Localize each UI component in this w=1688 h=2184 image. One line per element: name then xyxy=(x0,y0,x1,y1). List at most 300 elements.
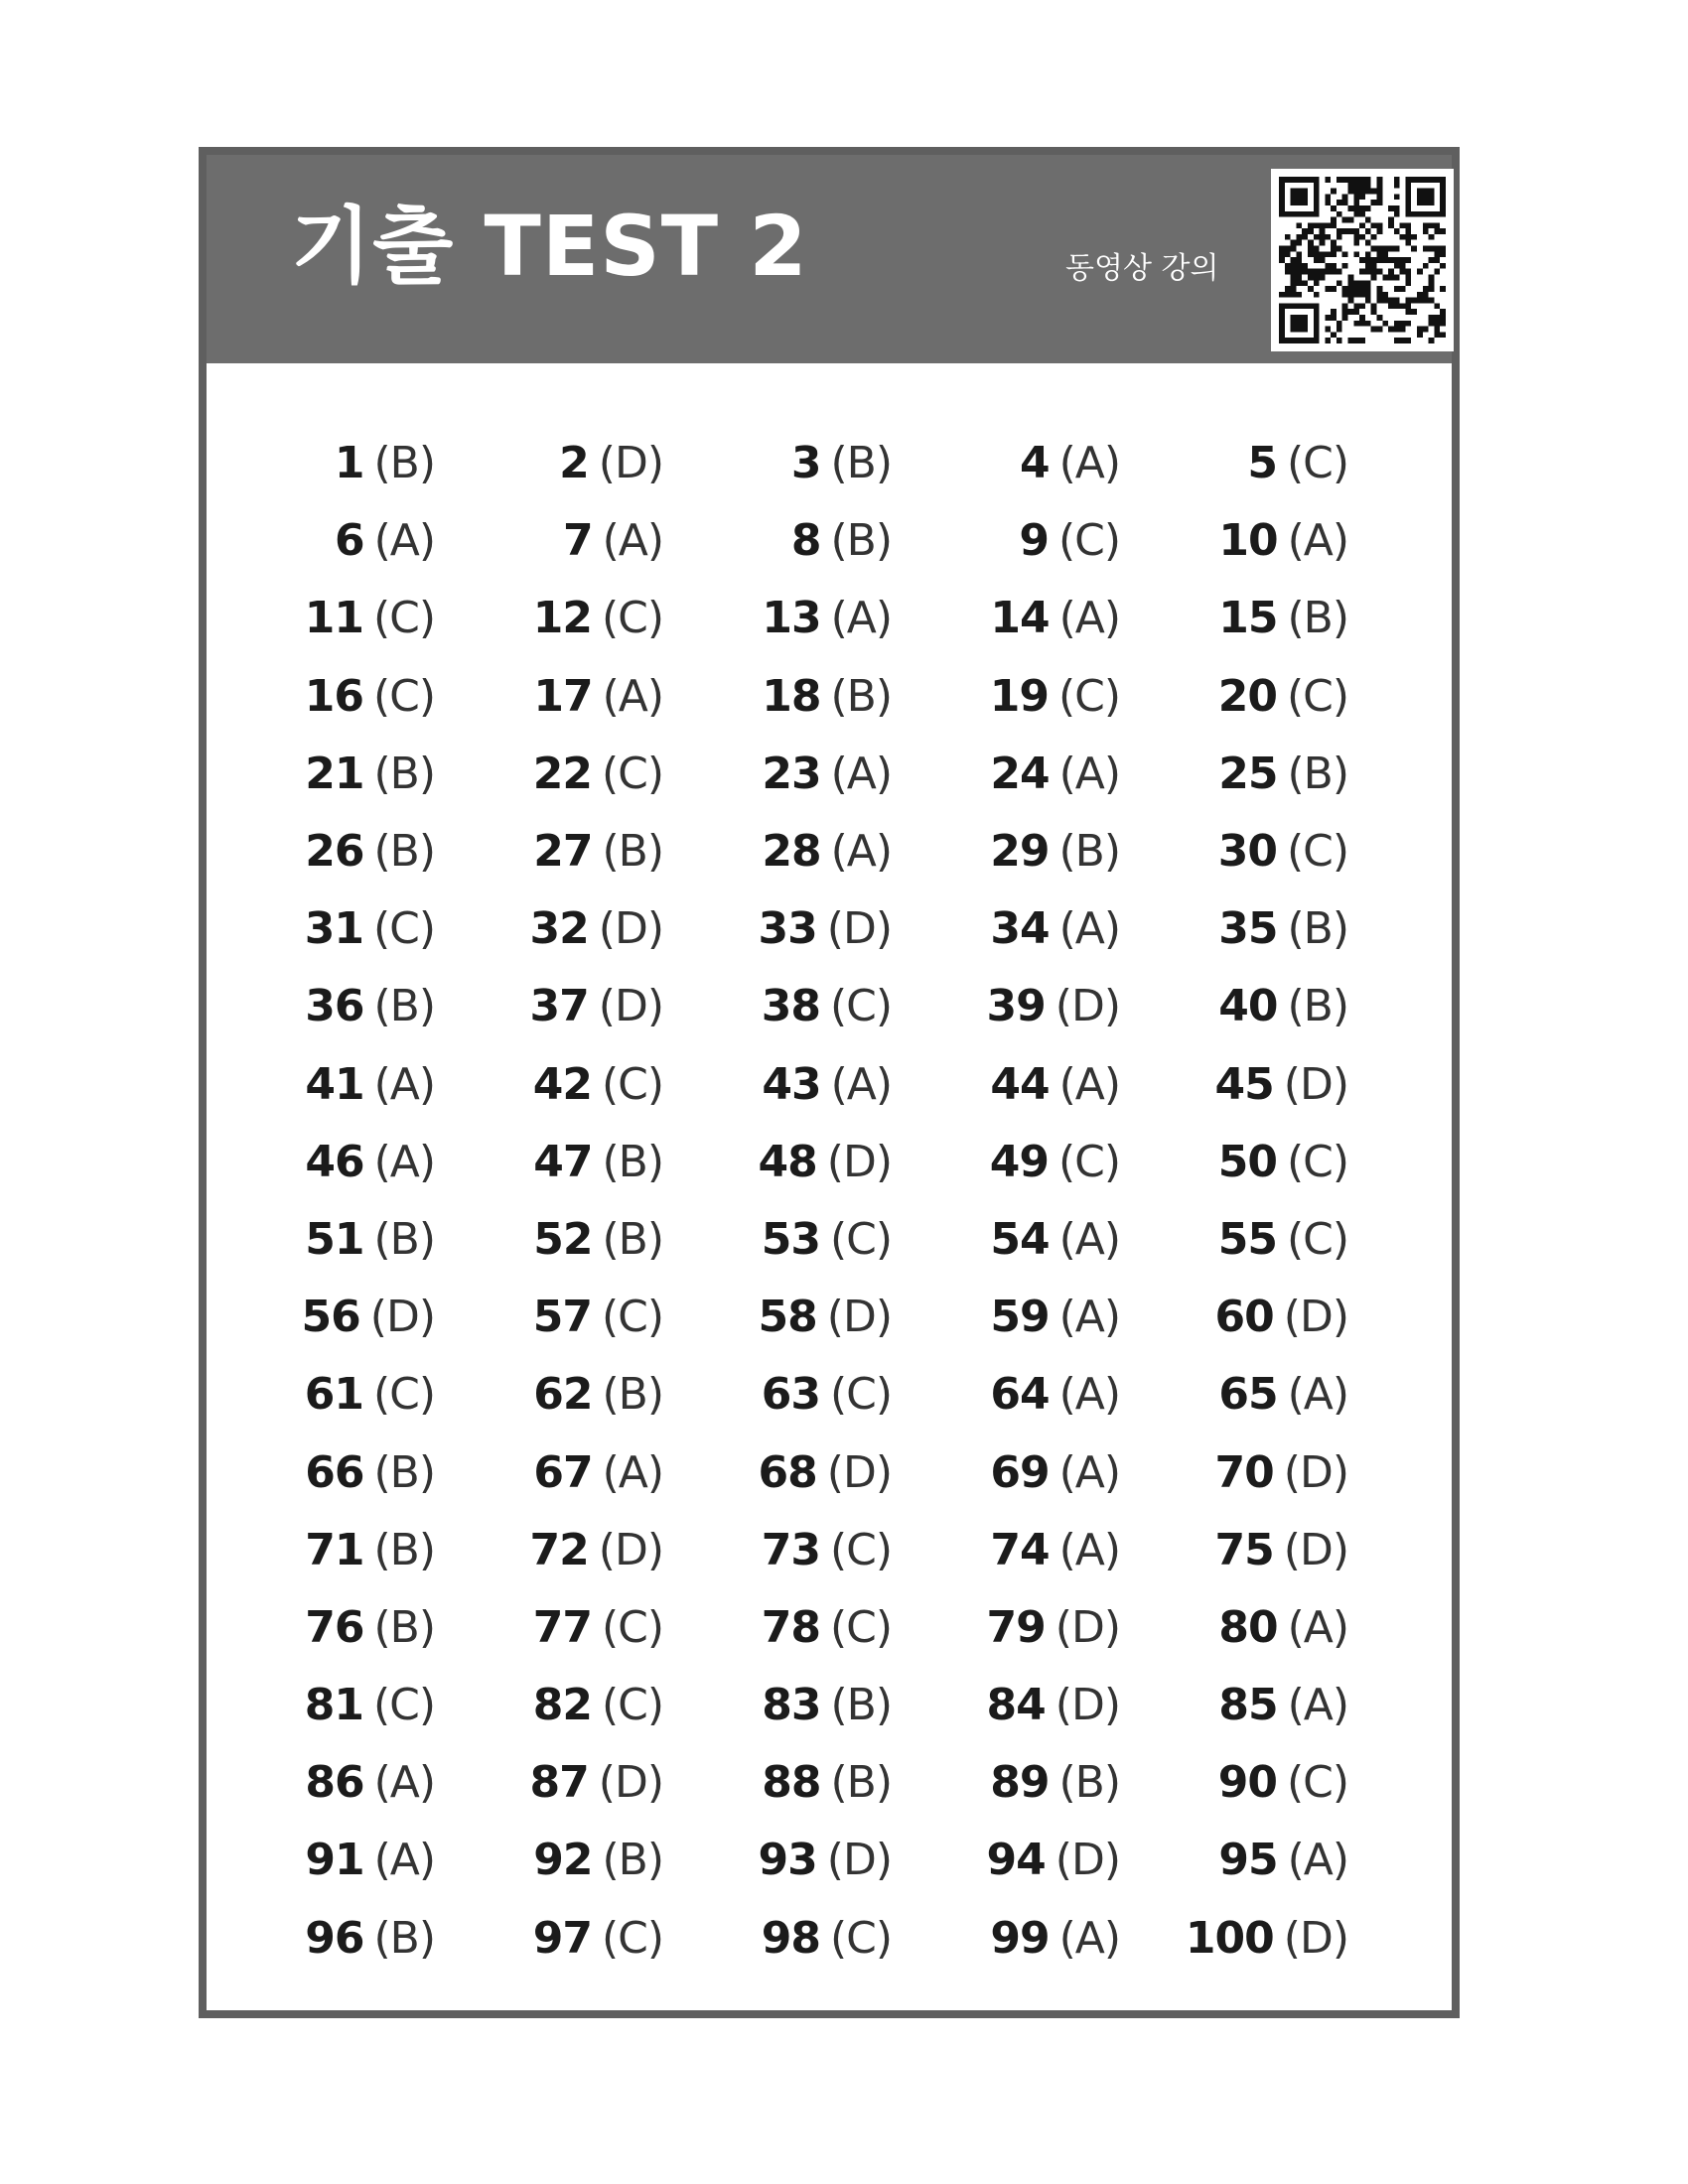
question-number: 31 xyxy=(304,903,363,955)
answer-choice: (C) xyxy=(1286,438,1348,489)
answer-choice: (A) xyxy=(1287,1601,1348,1653)
answer-choice: (C) xyxy=(372,903,435,955)
question-number: 100 xyxy=(1185,1912,1274,1964)
answer-item xyxy=(494,1900,723,1978)
answer-choice: (C) xyxy=(1286,1213,1348,1265)
answer-choice: (A) xyxy=(373,1058,435,1110)
answer-choice: (C) xyxy=(601,1058,663,1110)
answer-choice: (C) xyxy=(601,1601,663,1653)
answer-choice: (C) xyxy=(829,1369,892,1421)
question-number: 15 xyxy=(1218,593,1278,644)
answer-choice: (B) xyxy=(1287,981,1348,1032)
answer-choice: (C) xyxy=(829,1524,892,1575)
answer-item xyxy=(951,1356,1180,1433)
question-number: 17 xyxy=(533,670,593,722)
answer-choice: (C) xyxy=(372,1369,435,1421)
answer-item xyxy=(951,1744,1180,1822)
question-number: 42 xyxy=(532,1058,592,1110)
question-number: 87 xyxy=(529,1757,589,1809)
question-number: 63 xyxy=(761,1369,820,1421)
question-number: 66 xyxy=(305,1446,364,1498)
answer-item xyxy=(723,1433,951,1511)
answer-choice: (C) xyxy=(1057,1136,1120,1187)
answer-choice: (D) xyxy=(826,1136,892,1187)
question-number: 91 xyxy=(305,1835,364,1886)
question-number: 10 xyxy=(1218,515,1278,567)
answer-item xyxy=(494,658,723,736)
answer-choice: (D) xyxy=(1055,1680,1120,1731)
answer-choice: (A) xyxy=(602,1446,663,1498)
answer-choice: (A) xyxy=(1058,1369,1120,1421)
answer-item xyxy=(494,736,723,813)
answer-item xyxy=(266,1667,494,1744)
question-number: 93 xyxy=(758,1835,817,1886)
answer-choice: (D) xyxy=(598,903,663,955)
answer-choice: (B) xyxy=(373,748,435,799)
answer-choice: (A) xyxy=(1058,438,1120,489)
answer-item xyxy=(723,1046,951,1124)
answer-choice: (A) xyxy=(1287,1680,1348,1731)
question-number: 67 xyxy=(533,1446,593,1498)
answer-choice: (B) xyxy=(830,1680,892,1731)
video-lecture-label: 동영상 강의 xyxy=(1065,251,1219,286)
answer-choice: (D) xyxy=(1055,1835,1120,1886)
question-number: 58 xyxy=(758,1292,817,1343)
question-number: 18 xyxy=(762,670,821,722)
answer-item xyxy=(723,1512,951,1589)
question-number: 43 xyxy=(762,1058,821,1110)
answer-item xyxy=(1180,1433,1408,1511)
answer-item xyxy=(266,890,494,968)
answer-choice: (A) xyxy=(1058,748,1120,799)
answer-choice: (D) xyxy=(1055,981,1120,1032)
answer-item xyxy=(494,580,723,657)
question-number: 70 xyxy=(1214,1446,1274,1498)
question-number: 76 xyxy=(305,1601,364,1653)
question-number: 39 xyxy=(986,981,1046,1032)
question-number: 5 xyxy=(1247,438,1277,489)
answer-item xyxy=(723,736,951,813)
answer-item xyxy=(1180,1201,1408,1279)
answer-choice: (C) xyxy=(601,748,663,799)
answer-item xyxy=(951,1822,1180,1899)
answer-choice: (A) xyxy=(830,1058,892,1110)
question-number: 38 xyxy=(761,981,820,1032)
answer-choice: (B) xyxy=(1058,826,1120,878)
answer-item xyxy=(266,658,494,736)
question-number: 96 xyxy=(305,1912,364,1964)
question-number: 62 xyxy=(533,1369,593,1421)
answer-choice: (A) xyxy=(1058,1213,1120,1265)
answer-item xyxy=(266,502,494,580)
answer-item xyxy=(1180,1512,1408,1589)
question-number: 94 xyxy=(986,1835,1046,1886)
question-number: 84 xyxy=(986,1680,1046,1731)
answer-item xyxy=(494,425,723,502)
answer-choice: (D) xyxy=(369,1292,435,1343)
answer-choice: (A) xyxy=(1058,1524,1120,1575)
question-number: 61 xyxy=(304,1369,363,1421)
answer-item xyxy=(1180,1822,1408,1899)
answer-item xyxy=(723,1900,951,1978)
answer-item xyxy=(494,1512,723,1589)
answer-item xyxy=(1180,736,1408,813)
question-number: 2 xyxy=(559,438,589,489)
question-number: 71 xyxy=(305,1524,364,1575)
answer-item xyxy=(723,425,951,502)
answer-item xyxy=(951,1124,1180,1201)
answer-item xyxy=(951,658,1180,736)
answer-choice: (B) xyxy=(373,438,435,489)
answer-choice: (A) xyxy=(1058,1912,1120,1964)
answer-choice: (A) xyxy=(1058,903,1120,955)
question-number: 69 xyxy=(990,1446,1050,1498)
question-number: 98 xyxy=(761,1912,820,1964)
answer-choice: (B) xyxy=(373,1601,435,1653)
question-number: 19 xyxy=(989,670,1049,722)
answer-item xyxy=(1180,890,1408,968)
answer-choice: (D) xyxy=(826,903,892,955)
answer-item xyxy=(266,1356,494,1433)
answer-key-header xyxy=(207,155,1452,363)
question-number: 79 xyxy=(986,1601,1046,1653)
answer-choice: (A) xyxy=(1287,515,1348,567)
answer-choice: (B) xyxy=(373,1446,435,1498)
answer-choice: (B) xyxy=(602,1369,663,1421)
answer-choice: (C) xyxy=(1286,1136,1348,1187)
answer-item xyxy=(1180,658,1408,736)
answer-item xyxy=(723,813,951,890)
answer-item xyxy=(951,502,1180,580)
answer-choice: (D) xyxy=(1055,1601,1120,1653)
answer-item xyxy=(1180,580,1408,657)
answer-choice: (B) xyxy=(373,826,435,878)
answer-choice: (B) xyxy=(1287,903,1348,955)
question-number: 44 xyxy=(990,1058,1050,1110)
question-number: 35 xyxy=(1218,903,1278,955)
answer-item xyxy=(723,1356,951,1433)
question-number: 34 xyxy=(990,903,1050,955)
answer-item xyxy=(951,1900,1180,1978)
question-number: 46 xyxy=(305,1136,364,1187)
question-number: 50 xyxy=(1217,1136,1277,1187)
question-number: 26 xyxy=(305,826,364,878)
question-number: 20 xyxy=(1217,670,1277,722)
answer-item xyxy=(723,1744,951,1822)
answer-choice: (B) xyxy=(1287,748,1348,799)
question-number: 81 xyxy=(304,1680,363,1731)
answer-item xyxy=(266,580,494,657)
answer-choice: (C) xyxy=(601,1292,663,1343)
question-number: 49 xyxy=(989,1136,1049,1187)
answer-item xyxy=(1180,968,1408,1045)
question-number: 88 xyxy=(762,1757,821,1809)
answer-choice: (B) xyxy=(1287,593,1348,644)
question-number: 65 xyxy=(1218,1369,1278,1421)
answer-choice: (A) xyxy=(373,515,435,567)
answer-item xyxy=(266,736,494,813)
answer-choice: (D) xyxy=(598,981,663,1032)
answer-item xyxy=(1180,1744,1408,1822)
answer-item xyxy=(951,1589,1180,1667)
question-number: 89 xyxy=(990,1757,1050,1809)
answer-choice: (C) xyxy=(1057,670,1120,722)
answer-choice: (C) xyxy=(1286,826,1348,878)
answer-item xyxy=(1180,1356,1408,1433)
question-number: 25 xyxy=(1218,748,1278,799)
answer-choice: (D) xyxy=(826,1835,892,1886)
answer-choice: (C) xyxy=(829,1601,892,1653)
question-number: 30 xyxy=(1217,826,1277,878)
question-number: 53 xyxy=(761,1213,820,1265)
answer-choice: (C) xyxy=(372,593,435,644)
answer-item xyxy=(723,1589,951,1667)
answer-choice: (C) xyxy=(601,1912,663,1964)
answer-choice: (C) xyxy=(601,1680,663,1731)
answer-choice: (A) xyxy=(830,748,892,799)
question-number: 97 xyxy=(532,1912,592,1964)
question-number: 86 xyxy=(305,1757,364,1809)
answer-choice: (A) xyxy=(1287,1835,1348,1886)
answer-item xyxy=(1180,1124,1408,1201)
question-number: 45 xyxy=(1214,1058,1274,1110)
answer-choice: (A) xyxy=(373,1757,435,1809)
question-number: 7 xyxy=(562,515,593,567)
answer-item xyxy=(1180,425,1408,502)
answer-item xyxy=(951,736,1180,813)
question-number: 82 xyxy=(532,1680,592,1731)
answer-item xyxy=(723,968,951,1045)
answer-item xyxy=(723,1822,951,1899)
answer-choice: (D) xyxy=(598,1757,663,1809)
answer-key-card xyxy=(199,147,1460,2018)
answer-item xyxy=(723,1124,951,1201)
question-number: 75 xyxy=(1214,1524,1274,1575)
question-number: 51 xyxy=(305,1213,364,1265)
answer-choice: (D) xyxy=(826,1446,892,1498)
answer-item xyxy=(494,1589,723,1667)
answer-item xyxy=(723,658,951,736)
question-number: 73 xyxy=(761,1524,820,1575)
answer-item xyxy=(951,968,1180,1045)
question-number: 33 xyxy=(758,903,817,955)
answer-item xyxy=(266,1512,494,1589)
question-number: 32 xyxy=(529,903,589,955)
answer-item xyxy=(951,425,1180,502)
answer-choice: (C) xyxy=(1057,515,1120,567)
question-number: 99 xyxy=(990,1912,1050,1964)
answer-item xyxy=(951,1201,1180,1279)
answer-item xyxy=(951,1279,1180,1356)
answer-item xyxy=(494,1744,723,1822)
question-number: 48 xyxy=(758,1136,817,1187)
answer-choice: (A) xyxy=(1058,1058,1120,1110)
question-number: 78 xyxy=(761,1601,820,1653)
answer-item xyxy=(951,890,1180,968)
answer-choice: (D) xyxy=(1283,1524,1348,1575)
question-number: 9 xyxy=(1019,515,1049,567)
qr-code-icon[interactable] xyxy=(1271,169,1454,351)
question-number: 52 xyxy=(533,1213,593,1265)
question-number: 27 xyxy=(533,826,593,878)
question-number: 16 xyxy=(304,670,363,722)
page-title: 기출 TEST 2 xyxy=(291,198,808,295)
answer-choice: (D) xyxy=(1283,1912,1348,1964)
answer-item xyxy=(1180,813,1408,890)
question-number: 36 xyxy=(305,981,364,1032)
answer-choice: (B) xyxy=(373,1213,435,1265)
question-number: 57 xyxy=(532,1292,592,1343)
answer-choice: (C) xyxy=(372,1680,435,1731)
answer-choice: (B) xyxy=(830,438,892,489)
answer-item xyxy=(723,580,951,657)
question-number: 22 xyxy=(532,748,592,799)
answer-item xyxy=(1180,1589,1408,1667)
answer-choice: (D) xyxy=(598,438,663,489)
answer-item xyxy=(723,502,951,580)
answer-item xyxy=(951,1667,1180,1744)
answer-choice: (B) xyxy=(602,1835,663,1886)
answer-item xyxy=(494,1046,723,1124)
answer-choice: (B) xyxy=(373,1524,435,1575)
question-number: 40 xyxy=(1218,981,1278,1032)
answer-item xyxy=(723,890,951,968)
answer-item xyxy=(494,813,723,890)
answer-item xyxy=(494,890,723,968)
answer-item xyxy=(494,1201,723,1279)
answer-item xyxy=(494,1822,723,1899)
question-number: 4 xyxy=(1019,438,1050,489)
question-number: 1 xyxy=(334,438,364,489)
answer-item xyxy=(494,1279,723,1356)
answer-choice: (B) xyxy=(830,670,892,722)
question-number: 95 xyxy=(1218,1835,1278,1886)
answer-choice: (A) xyxy=(373,1835,435,1886)
answer-choice: (D) xyxy=(1283,1058,1348,1110)
answer-item xyxy=(723,1201,951,1279)
question-number: 55 xyxy=(1217,1213,1277,1265)
answer-item xyxy=(494,1356,723,1433)
question-number: 80 xyxy=(1218,1601,1278,1653)
answer-choice: (B) xyxy=(602,1213,663,1265)
question-number: 37 xyxy=(529,981,589,1032)
question-number: 23 xyxy=(762,748,821,799)
answer-choice: (D) xyxy=(1283,1446,1348,1498)
answer-choice: (C) xyxy=(829,1912,892,1964)
answer-item xyxy=(951,1046,1180,1124)
answer-item xyxy=(266,1279,494,1356)
answer-choice: (A) xyxy=(602,515,663,567)
question-number: 77 xyxy=(532,1601,592,1653)
answer-item xyxy=(723,1667,951,1744)
answer-choice: (A) xyxy=(1058,1292,1120,1343)
question-number: 6 xyxy=(334,515,364,567)
qr-code-graphic xyxy=(1279,177,1446,343)
question-number: 68 xyxy=(758,1446,817,1498)
question-number: 12 xyxy=(532,593,592,644)
question-number: 54 xyxy=(990,1213,1050,1265)
question-number: 28 xyxy=(762,826,821,878)
answer-choice: (A) xyxy=(1058,1446,1120,1498)
question-number: 59 xyxy=(990,1292,1050,1343)
answer-item xyxy=(266,425,494,502)
answer-item xyxy=(266,968,494,1045)
question-number: 41 xyxy=(305,1058,364,1110)
answer-choice: (B) xyxy=(602,826,663,878)
answer-item xyxy=(951,813,1180,890)
answer-choice: (B) xyxy=(373,1912,435,1964)
answer-choice: (C) xyxy=(829,1213,892,1265)
answer-item xyxy=(494,968,723,1045)
answer-choice: (A) xyxy=(1058,593,1120,644)
question-number: 85 xyxy=(1218,1680,1278,1731)
answer-choice: (B) xyxy=(830,515,892,567)
answer-item xyxy=(266,1589,494,1667)
answer-item xyxy=(951,1433,1180,1511)
answer-item xyxy=(266,1201,494,1279)
answer-item xyxy=(723,1279,951,1356)
answer-item xyxy=(951,1512,1180,1589)
answer-choice: (B) xyxy=(373,981,435,1032)
answer-choice: (D) xyxy=(826,1292,892,1343)
question-number: 60 xyxy=(1214,1292,1274,1343)
answer-choice: (A) xyxy=(830,593,892,644)
answer-item xyxy=(951,580,1180,657)
answer-choice: (C) xyxy=(1286,670,1348,722)
question-number: 8 xyxy=(790,515,821,567)
question-number: 90 xyxy=(1217,1757,1277,1809)
answer-item xyxy=(266,1046,494,1124)
question-number: 47 xyxy=(533,1136,593,1187)
question-number: 74 xyxy=(990,1524,1050,1575)
answer-choice: (C) xyxy=(1286,1757,1348,1809)
answer-choice: (A) xyxy=(373,1136,435,1187)
answer-item xyxy=(494,1667,723,1744)
answer-choice: (A) xyxy=(830,826,892,878)
question-number: 64 xyxy=(990,1369,1050,1421)
answer-item xyxy=(1180,502,1408,580)
answer-choice: (C) xyxy=(372,670,435,722)
answer-item xyxy=(1180,1667,1408,1744)
question-number: 92 xyxy=(533,1835,593,1886)
answer-item xyxy=(494,502,723,580)
question-number: 11 xyxy=(304,593,363,644)
answer-choice: (D) xyxy=(1283,1292,1348,1343)
answer-grid xyxy=(266,425,1408,1978)
question-number: 24 xyxy=(990,748,1050,799)
answer-item xyxy=(1180,1900,1408,1978)
answer-item xyxy=(266,1744,494,1822)
question-number: 56 xyxy=(301,1292,360,1343)
answer-choice: (A) xyxy=(602,670,663,722)
answer-item xyxy=(266,1124,494,1201)
answer-item xyxy=(266,1900,494,1978)
answer-item xyxy=(266,813,494,890)
answer-item xyxy=(494,1433,723,1511)
answer-choice: (D) xyxy=(598,1524,663,1575)
answer-item xyxy=(266,1822,494,1899)
answer-item xyxy=(494,1124,723,1201)
answer-item xyxy=(1180,1279,1408,1356)
answer-choice: (A) xyxy=(1287,1369,1348,1421)
question-number: 14 xyxy=(990,593,1050,644)
answer-item xyxy=(1180,1046,1408,1124)
question-number: 13 xyxy=(762,593,821,644)
question-number: 21 xyxy=(305,748,364,799)
answer-choice: (C) xyxy=(829,981,892,1032)
answer-choice: (B) xyxy=(830,1757,892,1809)
answer-item xyxy=(266,1433,494,1511)
